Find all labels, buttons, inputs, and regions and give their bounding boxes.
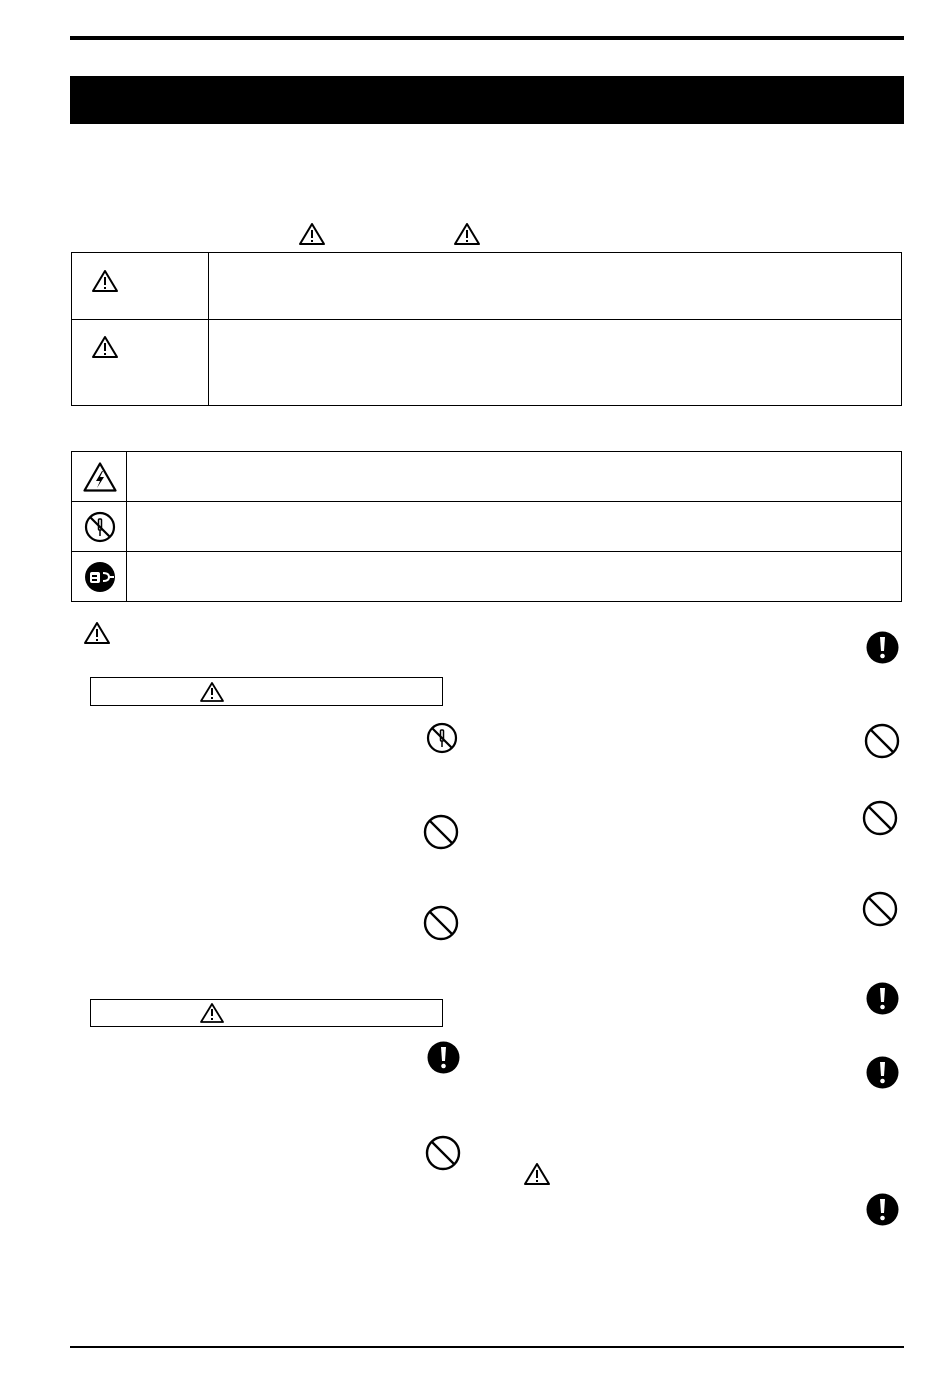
electric-shock-icon [83,462,117,492]
top-rule [70,36,904,40]
signal-word-table [71,252,902,406]
warning-triangle-icon [200,1003,224,1023]
mandatory-action-icon [866,631,899,664]
prohibition-icon [862,800,898,836]
prohibition-icon [423,814,459,850]
mandatory-action-icon [866,1056,899,1089]
warning-triangle-icon [92,270,118,292]
warning-label-box [90,677,443,706]
symbol-table-divider [126,451,127,602]
mandatory-action-icon [866,1193,899,1226]
warning-triangle-icon [84,622,110,644]
mandatory-action-icon [427,1041,460,1074]
prohibition-icon [862,891,898,927]
warning-triangle-icon [454,223,480,245]
prohibition-icon [864,723,900,759]
section-title-bar [70,76,904,124]
no-disassembly-icon [84,511,116,543]
signal-word-table-row-divider [71,319,902,320]
signal-word-table-divider [208,252,209,406]
symbol-table-row-divider [71,551,902,552]
mandatory-action-icon [866,982,899,1015]
warning-triangle-icon [524,1163,550,1185]
unplug-icon [84,561,116,593]
prohibition-icon [425,1135,461,1171]
prohibition-icon [423,905,459,941]
warning-triangle-icon [200,682,224,702]
warning-triangle-icon [299,223,325,245]
caution-label-box [90,999,443,1027]
warning-triangle-icon [92,336,118,358]
no-disassembly-icon [426,722,458,754]
symbol-table-row-divider [71,501,902,502]
bottom-rule [70,1346,904,1348]
symbol-table [71,451,902,602]
